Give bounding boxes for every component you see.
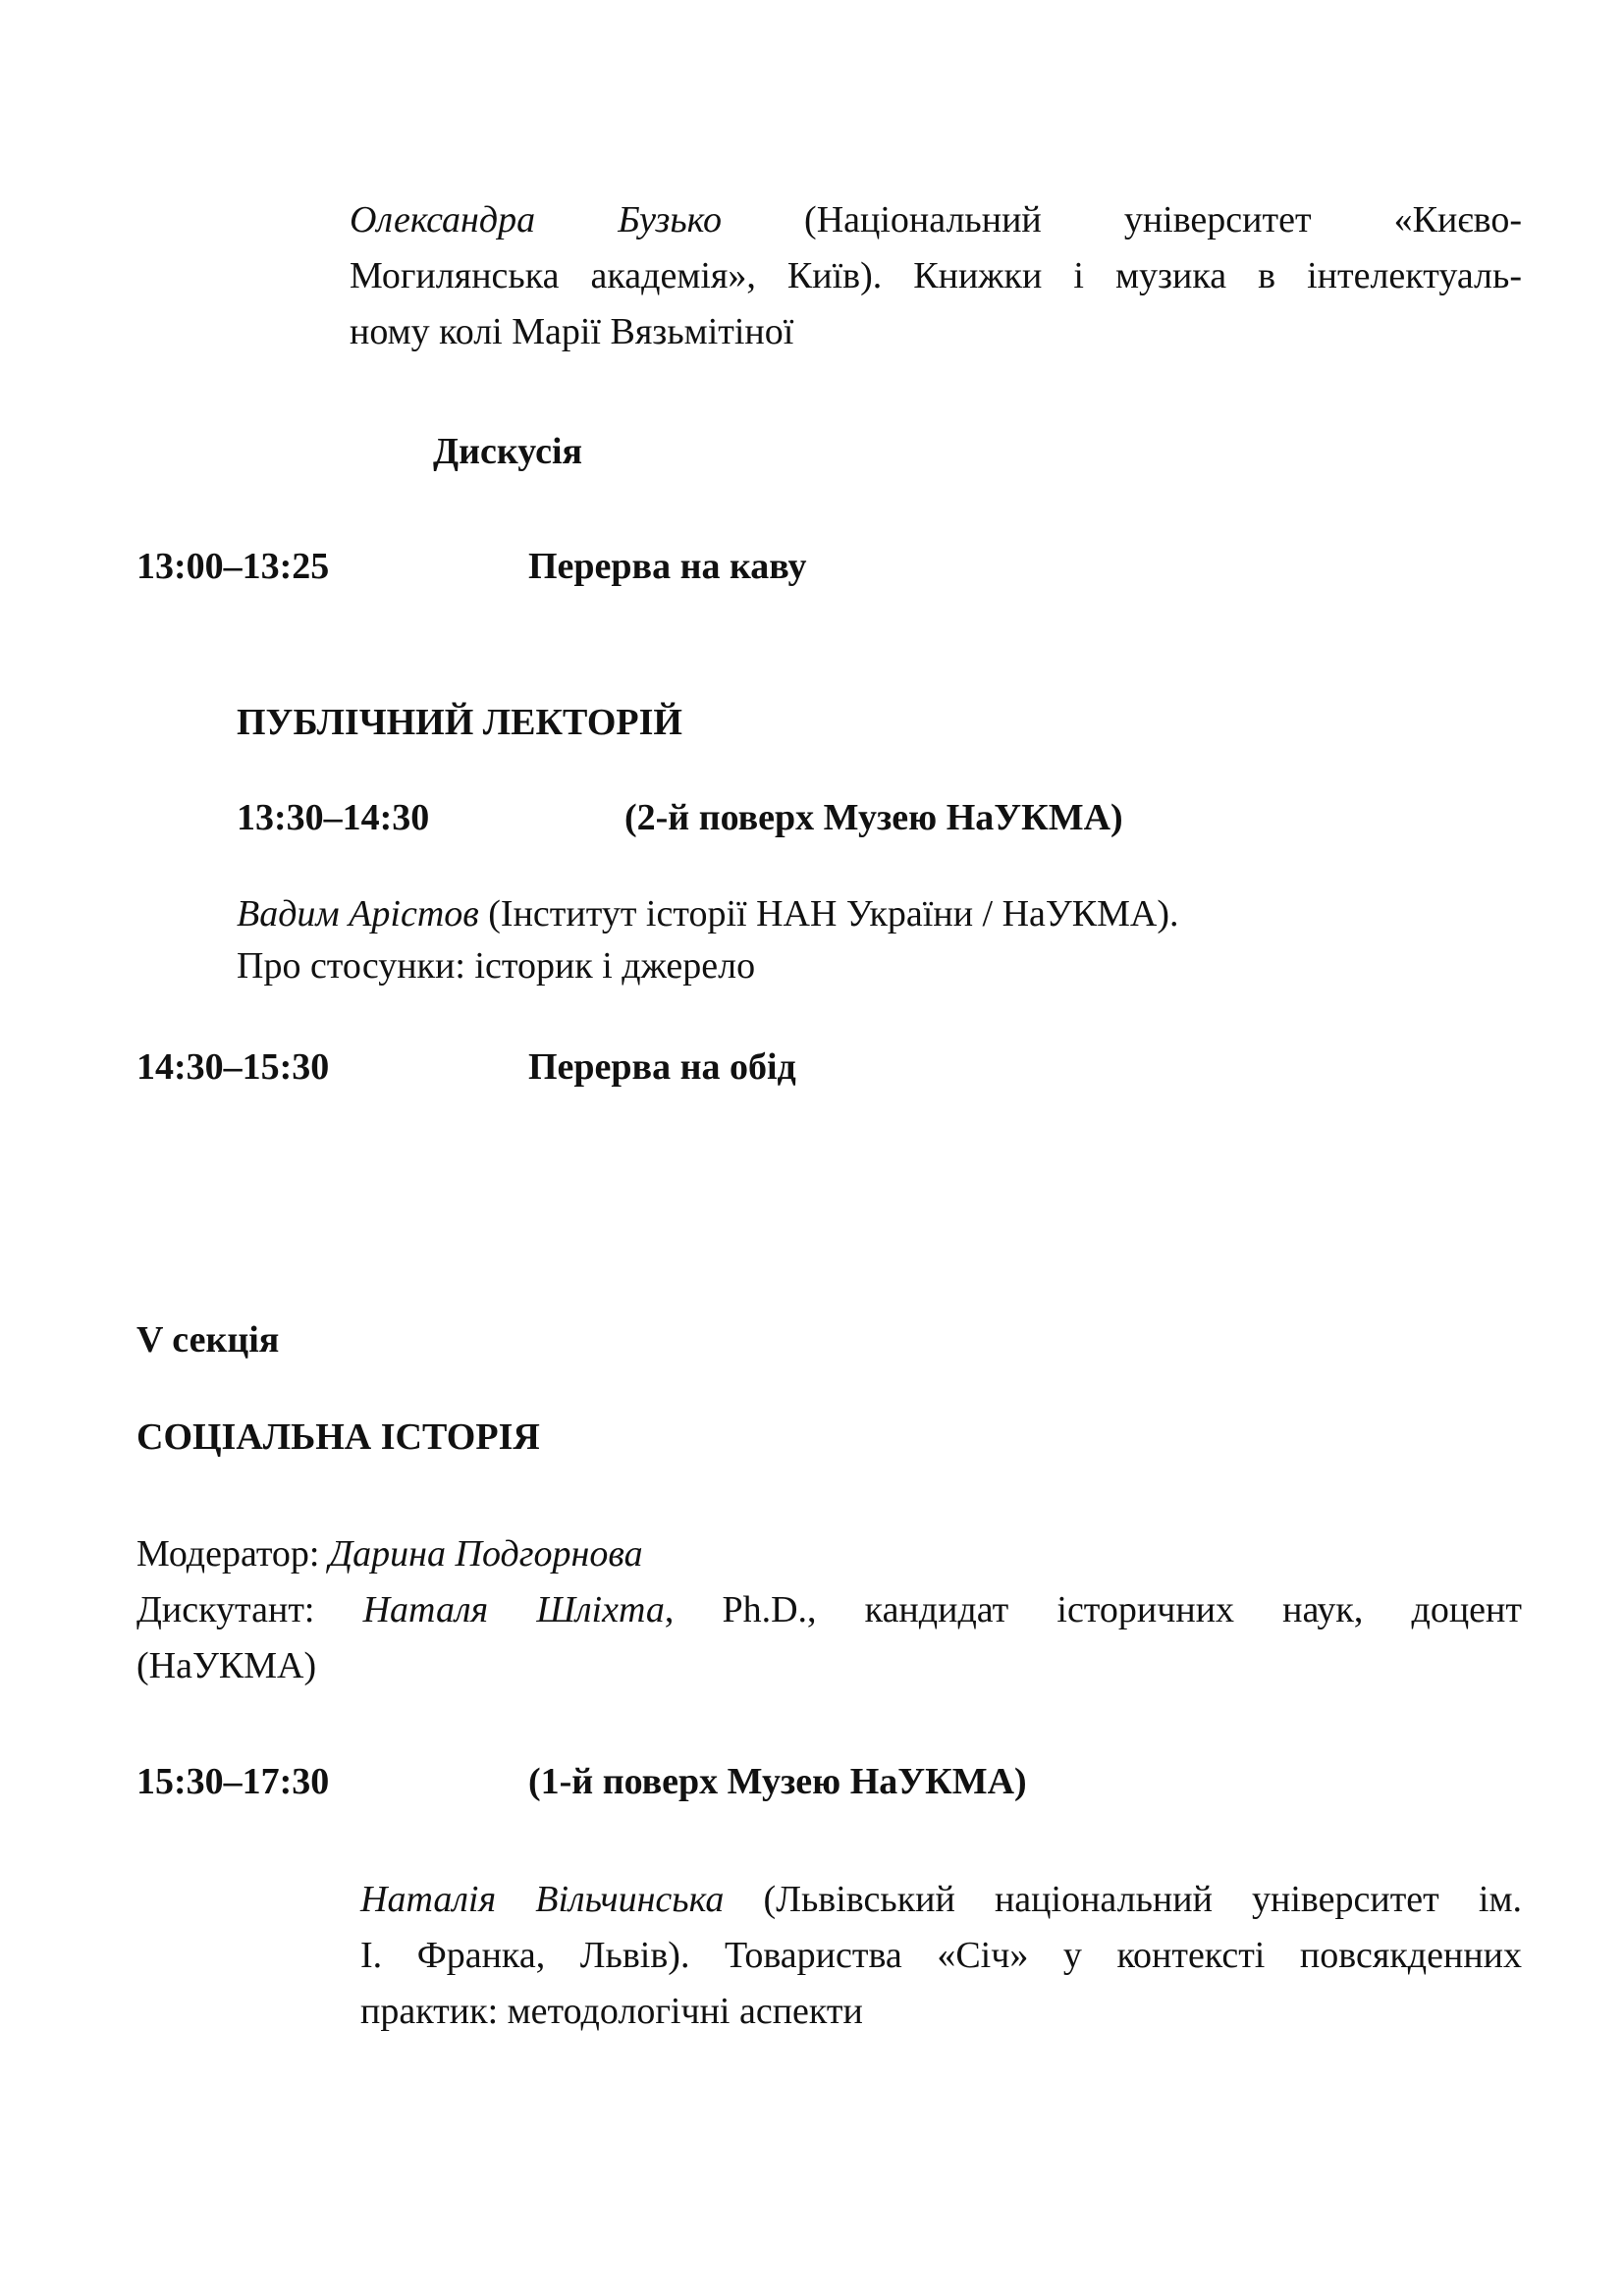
affiliation-text: (Національний університет «Києво-: [804, 199, 1522, 240]
author-name: Олександра Бузько: [350, 199, 722, 240]
lunch-break-label: Перерва на обід: [528, 1046, 796, 1088]
affiliation-text: (Інститут історії НАН України / НаУКМА).: [478, 893, 1179, 934]
talk-buzko-line-3: ному колі Марії Вязьмітіної: [350, 311, 794, 352]
author-name: Наталія Вільчинська: [360, 1879, 725, 1920]
section-title: СОЦІАЛЬНА ІСТОРІЯ: [136, 1416, 540, 1458]
discussant-credentials: , Ph.D., кандидат історичних наук, доцент: [664, 1589, 1522, 1630]
talk-aristov: [237, 888, 1179, 992]
talk-buzko: [350, 192, 1522, 360]
coffee-break-label: Перерва на каву: [528, 546, 807, 587]
lunch-break-time: 14:30–15:30: [136, 1046, 330, 1088]
discussant-label: Дискутант:: [136, 1589, 363, 1630]
coffee-break-time: 13:00–13:25: [136, 546, 330, 587]
section-discussant: [136, 1582, 1522, 1694]
discussant-name: Наталя Шліхта: [362, 1589, 665, 1630]
public-lecture-time: 13:30–14:30: [237, 797, 430, 838]
discussant-line-2: (НаУКМА): [136, 1645, 317, 1686]
talk-vilchynska-line-2: І. Франка, Львів). Товариства «Січ» у контексті повсякденних: [360, 1935, 1522, 1976]
discussant-line-1: [136, 1582, 1522, 1638]
discussion-heading: Дискусія: [433, 431, 583, 472]
talk-vilchynska-line-1: [360, 1872, 1522, 1928]
moderator-label: Модератор:: [136, 1533, 329, 1575]
talk-buzko-line-2: Могилянська академія», Київ). Книжки і музика в інтелектуаль-: [350, 255, 1522, 296]
author-name: Вадим Арістов: [237, 893, 479, 934]
talk-buzko-line-1: [350, 192, 1522, 248]
affiliation-text: (Львівський національний університет ім.: [763, 1879, 1523, 1920]
public-lecture-place: (2-й поверх Музею НаУКМА): [624, 797, 1123, 838]
talk-aristov-line-1: [237, 888, 1179, 940]
section-place: (1-й поверх Музею НаУКМА): [528, 1761, 1027, 1802]
section-moderator: [136, 1526, 1522, 1582]
section-number: V секція: [136, 1319, 280, 1361]
moderator-name: Дарина Подгорнова: [329, 1533, 643, 1575]
public-lecture-heading: ПУБЛІЧНИЙ ЛЕКТОРІЙ: [237, 702, 682, 743]
talk-vilchynska-line-3: практик: методологічні аспекти: [360, 1991, 863, 2032]
talk-vilchynska: [360, 1872, 1522, 2040]
section-time: 15:30–17:30: [136, 1761, 330, 1802]
talk-aristov-title: Про стосунки: історик і джерело: [237, 945, 756, 987]
